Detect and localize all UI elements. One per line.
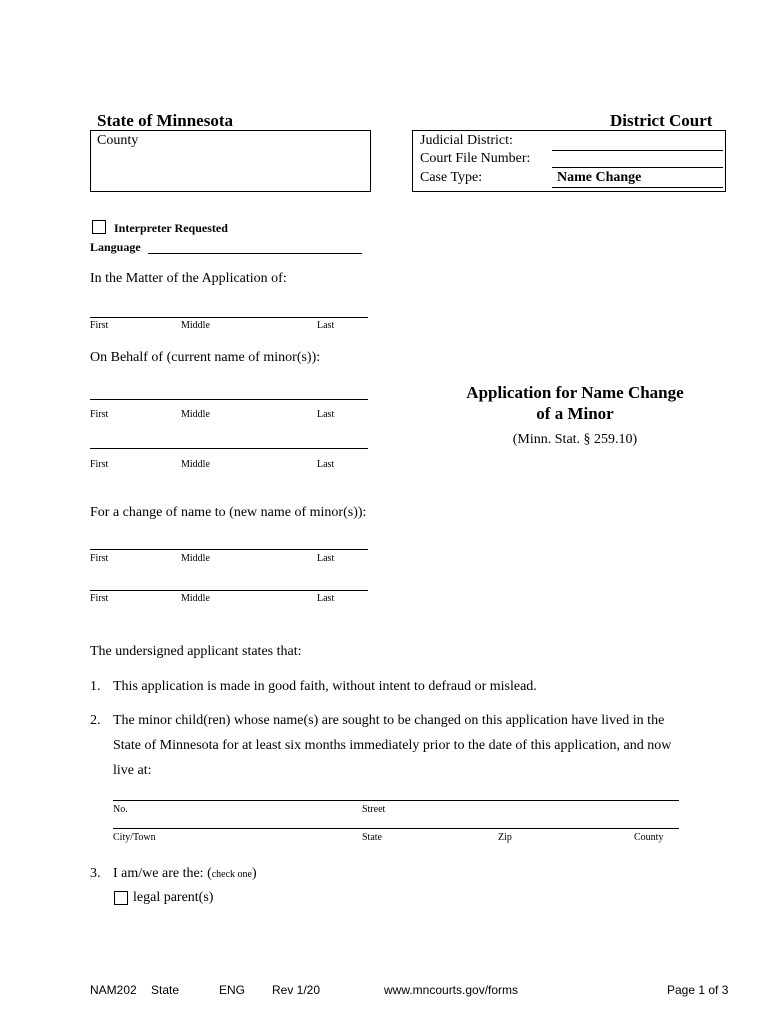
item2-number: 2. [90, 713, 101, 728]
footer-form-number: NAM202 [90, 983, 137, 997]
address-county-label: County [634, 832, 664, 843]
last-label: Last [317, 409, 335, 420]
form-title-line2: of a Minor [536, 404, 614, 423]
first-label: First [90, 320, 109, 331]
state-heading: State of Minnesota [97, 111, 233, 130]
last-label: Last [317, 553, 335, 564]
middle-label: Middle [181, 409, 210, 420]
county-label: County [97, 133, 139, 148]
interpreter-checkbox[interactable] [92, 220, 106, 234]
item3-text [113, 866, 257, 882]
form-title-line1: Application for Name Change [466, 383, 684, 402]
new-minor-name-field-1[interactable] [90, 549, 368, 550]
statute-reference: (Minn. Stat. § 259.10) [512, 432, 638, 447]
language-label: Language [90, 240, 141, 254]
item2-line3: live at: [113, 763, 152, 778]
applicant-name-field[interactable] [90, 317, 368, 318]
address-state-label: State [362, 832, 382, 843]
middle-label: Middle [181, 320, 210, 331]
footer-page-number: Page 1 of 3 [667, 983, 729, 997]
court-file-number-field[interactable] [552, 167, 723, 168]
judicial-district-label: Judicial District: [420, 133, 513, 148]
last-label: Last [317, 320, 335, 331]
first-label: First [90, 593, 109, 604]
footer-url[interactable]: www.mncourts.gov/forms [384, 983, 519, 997]
matter-of-label: In the Matter of the Application of: [90, 271, 287, 286]
item1-text: This application is made in good faith, without intent to defraud or mislead. [113, 679, 537, 694]
footer-revision: Rev 1/20 [272, 983, 321, 997]
county-box[interactable] [90, 130, 371, 192]
last-label: Last [317, 593, 335, 604]
middle-label: Middle [181, 459, 210, 470]
city-state-zip-field[interactable] [113, 828, 679, 829]
first-label: First [90, 553, 109, 564]
street-address-field[interactable] [113, 800, 679, 801]
on-behalf-label: On Behalf of (current name of minor(s)): [90, 350, 321, 365]
address-no-label: No. [113, 804, 128, 815]
address-city-label: City/Town [113, 832, 156, 843]
new-name-label: For a change of name to (new name of minor(s)): [90, 505, 367, 520]
interpreter-label: Interpreter Requested [114, 221, 228, 235]
legal-parent-checkbox[interactable] [114, 891, 128, 905]
item3-check-instruction: check one [211, 869, 252, 880]
judicial-district-field[interactable] [552, 150, 723, 151]
footer-state: State [151, 983, 180, 997]
case-info-box [412, 130, 726, 192]
middle-label: Middle [181, 593, 210, 604]
court-heading: District Court [610, 111, 713, 130]
language-field[interactable] [148, 253, 362, 254]
first-label: First [90, 409, 109, 420]
current-minor-name-field-1[interactable] [90, 399, 368, 400]
item2-line1: The minor child(ren) whose name(s) are sought to be changed on this application have lived in the [113, 713, 665, 728]
new-minor-name-field-2[interactable] [90, 590, 368, 591]
first-label: First [90, 459, 109, 470]
address-zip-label: Zip [498, 832, 512, 843]
item2-line2: State of Minnesota for at least six months immediately prior to the date of this application, and now [113, 738, 672, 753]
last-label: Last [317, 459, 335, 470]
court-file-number-label: Court File Number: [420, 151, 531, 166]
current-minor-name-field-2[interactable] [90, 448, 368, 449]
case-type-value: Name Change [557, 170, 642, 185]
case-type-label: Case Type: [420, 170, 483, 185]
item3-close: ) [252, 866, 257, 881]
footer-language: ENG [219, 983, 246, 997]
legal-parent-label: legal parent(s) [133, 890, 214, 905]
item1-number: 1. [90, 679, 101, 694]
case-type-field [552, 187, 723, 188]
item3-number: 3. [90, 866, 101, 881]
form-title [430, 382, 720, 424]
address-street-label: Street [362, 804, 386, 815]
undersigned-statement: The undersigned applicant states that: [90, 644, 302, 659]
item3-prompt: I am/we are the: ( [113, 866, 212, 881]
middle-label: Middle [181, 553, 210, 564]
